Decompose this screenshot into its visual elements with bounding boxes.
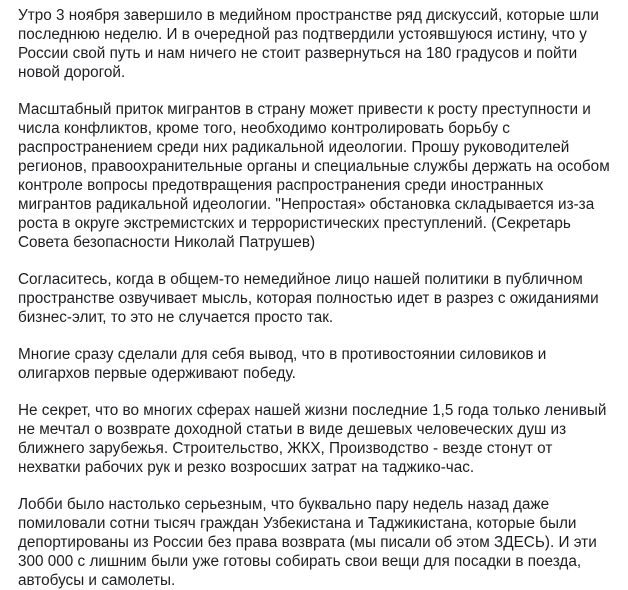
paragraph-6: Лобби было настолько серьезным, что буквально пару недель назад даже помиловали сотни тысяч граждан Узбекистана и Таджикистана, которые были депортированы из России без права возврата (мы писали об этом ЗДЕСЬ). И эти 300 000 с лишним были уже готовы собирать свои вещи для посадки в поезда, автобусы и самолеты. [18,496,597,589]
paragraph-2: Масштабный приток мигрантов в страну может привести к росту преступности и числа конфликтов, кроме того, необходимо контролировать борьбу с распространением среди них радикальной идеологии. Прошу руководителей регионов, правоохранительные органы и специальные службы держать на особом контроле вопросы предотвращения распространения среди иностранных мигрантов радикальной идеологии. "Непростая» обстановка складывается из-за роста в округе экстремистских и террористических преступлений. (Секретарь Совета безопасности Николай Патрушев) [18,101,610,251]
paragraph-5: Не секрет, что во многих сферах нашей жизни последние 1,5 года только ленивый не мечтал о возврате доходной статьи в виде дешевых человеческих душ из ближнего зарубежья. Строительство, ЖКХ, Производство - везде стонут от нехватки рабочих рук и резко возросших затрат на таджико-час. [18,402,607,476]
paragraph-3: Согласитесь, когда в общем-то немедийное лицо нашей политики в публичном пространстве озвучивает мысль, которая полностью идет в разрез с ожиданиями бизнес-элит, то это не случается просто так. [18,271,599,326]
paragraph-4: Многие сразу сделали для себя вывод, что в противостоянии силовиков и олигархов первые одерживают победу. [18,346,547,382]
paragraph-1: Утро 3 ноября завершило в медийном пространстве ряд дискуссий, которые шли последнюю неделю. И в очередной раз подтвердили устоявшуюся истину, что у России свой путь и нам ничего не стоит развернуться на 180 градусов и пойти новой дорогой. [18,7,599,81]
